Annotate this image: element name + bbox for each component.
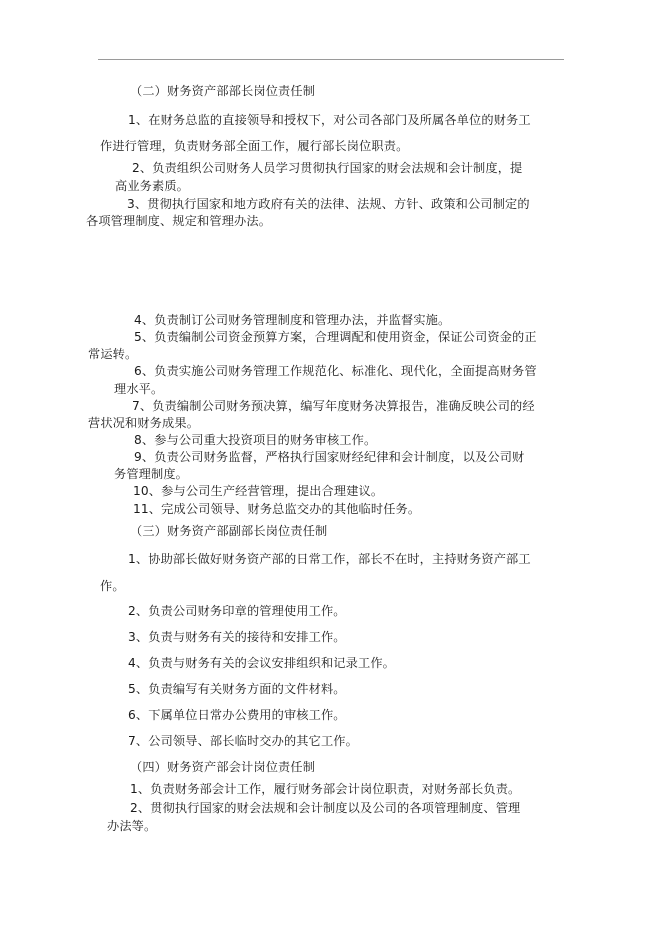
paragraph-line: 9、负责公司财务监督，严格执行国家财经纪律和会计制度，以及公司财 bbox=[134, 450, 525, 464]
paragraph-line: 10、参与公司生产经营管理，提出合理建议。 bbox=[133, 484, 384, 498]
paragraph-line: 理水平。 bbox=[114, 382, 164, 396]
paragraph-line: 3、负责与财务有关的接待和安排工作。 bbox=[128, 630, 346, 644]
paragraph-line: 1、负责财务部会计工作，履行财务部会计岗位职责，对财务部长负责。 bbox=[130, 782, 521, 796]
paragraph-line: 1、协助部长做好财务资产部的日常工作，部长不在时，主持财务资产部工 bbox=[128, 552, 531, 566]
paragraph-line: 高业务素质。 bbox=[115, 179, 190, 193]
paragraph-line: 1、在财务总监的直接领导和授权下，对公司各部门及所属各单位的财务工 bbox=[128, 113, 531, 127]
header-rule bbox=[98, 59, 564, 60]
paragraph-line: 2、负责公司财务印章的管理使用工作。 bbox=[128, 604, 346, 618]
paragraph-line: 5、负责编制公司资金预算方案，合理调配和使用资金，保证公司资金的正 bbox=[134, 330, 537, 344]
paragraph-line: 各项管理制度、规定和管理办法。 bbox=[86, 214, 272, 228]
paragraph-line: 作进行管理，负责财务部全面工作，履行部长岗位职责。 bbox=[100, 139, 409, 153]
paragraph-line: 11、完成公司领导、财务总监交办的其他临时任务。 bbox=[133, 502, 421, 516]
section-heading: （三）财务资产部副部长岗位责任制 bbox=[130, 524, 328, 538]
paragraph-line: 4、负责制订公司财务管理制度和管理办法，并监督实施。 bbox=[134, 313, 451, 327]
paragraph-line: 2、贯彻执行国家的财会法规和会计制度以及公司的各项管理制度、管理 bbox=[130, 801, 521, 815]
paragraph-line: 2、负责组织公司财务人员学习贯彻执行国家的财会法规和会计制度，提 bbox=[132, 161, 523, 175]
paragraph-line: 7、公司领导、部长临时交办的其它工作。 bbox=[128, 734, 358, 748]
paragraph-line: 办法等。 bbox=[107, 819, 157, 833]
paragraph-line: 7、负责编制公司财务预决算，编写年度财务决算报告，准确反映公司的经 bbox=[132, 399, 535, 413]
paragraph-line: 6、负责实施公司财务管理工作规范化、标准化、现代化，全面提高财务管 bbox=[134, 364, 537, 378]
paragraph-line: 务管理制度。 bbox=[114, 467, 189, 481]
paragraph-line: 常运转。 bbox=[88, 347, 138, 361]
paragraph-line: 3、贯彻执行国家和地方政府有关的法律、法规、方针、政策和公司制定的 bbox=[127, 197, 530, 211]
paragraph-line: 6、下属单位日常办公费用的审核工作。 bbox=[128, 708, 346, 722]
section-heading: （二）财务资产部部长岗位责任制 bbox=[130, 84, 316, 98]
paragraph-line: 8、参与公司重大投资项目的财务审核工作。 bbox=[134, 433, 377, 447]
section-heading: （四）财务资产部会计岗位责任制 bbox=[130, 760, 316, 774]
paragraph-line: 5、负责编写有关财务方面的文件材料。 bbox=[128, 682, 346, 696]
paragraph-line: 4、负责与财务有关的会议安排组织和记录工作。 bbox=[128, 656, 395, 670]
paragraph-line: 营状况和财务成果。 bbox=[88, 416, 200, 430]
paragraph-line: 作。 bbox=[100, 579, 125, 593]
